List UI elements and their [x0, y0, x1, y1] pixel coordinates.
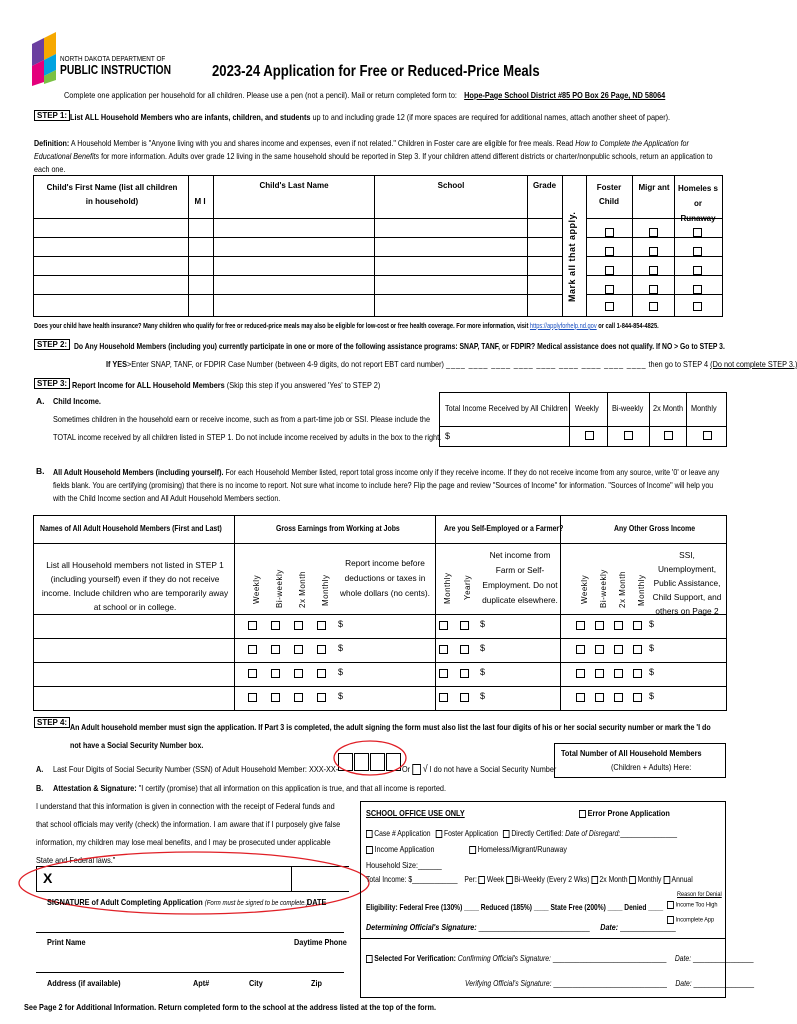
other-frequency-checkbox[interactable]	[595, 621, 604, 630]
office-row3: Household Size:______	[366, 860, 442, 870]
other-frequency-checkbox[interactable]	[595, 645, 604, 654]
col-mi: M I	[194, 197, 206, 206]
determining-label: Determining Official's Signature:	[366, 922, 477, 932]
other-frequency-checkbox[interactable]	[633, 693, 642, 702]
per-week: Week	[486, 874, 505, 884]
step4a-label: A.	[36, 764, 44, 774]
determining-row: Determining Official's Signature: ____________________________ Date: ______________	[366, 922, 676, 932]
step3-label: STEP 3:	[34, 378, 70, 389]
foster-checkbox[interactable]	[605, 302, 614, 311]
gross-frequency-checkbox[interactable]	[271, 621, 280, 630]
health-note-text: Does your child have health insurance? Many children who qualify for free or reduced-price meals may also be eligible for low-cost or free health coverage. For more information, visit	[34, 321, 529, 330]
self-amount-field[interactable]: $	[480, 667, 486, 677]
rot-other-biweekly: Bi-weekly	[599, 569, 608, 608]
too-high-label: Income Too High	[675, 901, 718, 909]
homeless-app-checkbox[interactable]	[469, 846, 476, 854]
per-biweekly-checkbox[interactable]	[506, 876, 513, 884]
other-frequency-checkbox[interactable]	[576, 693, 585, 702]
freq-biweekly: Bi-weekly	[612, 403, 644, 413]
office-row1: Case # Application Foster Application Directly Certified: Date of Disregard:_______________	[366, 828, 677, 838]
gross-frequency-checkbox[interactable]	[294, 669, 303, 678]
other-amount-field[interactable]: $	[649, 667, 655, 677]
self-amount-field[interactable]: $	[480, 691, 486, 701]
foster-app-label: Foster Application	[443, 828, 499, 838]
self-frequency-checkbox[interactable]	[460, 621, 469, 630]
gross-frequency-checkbox[interactable]	[317, 693, 326, 702]
per-annual: Annual	[671, 874, 693, 884]
step3a-text1: Sometimes children in the household earn or receive income, such as from a part-time job or SSI. Please include the	[53, 414, 431, 424]
case-app-label: Case # Application	[374, 828, 431, 838]
health-link[interactable]: https://applyforhelp.nd.gov	[529, 321, 597, 330]
other-frequency-checkbox[interactable]	[595, 669, 604, 678]
address-label: Address (if available)	[47, 978, 121, 988]
self-frequency-checkbox[interactable]	[460, 693, 469, 702]
migrant-checkbox[interactable]	[649, 302, 658, 311]
definition-label: Definition:	[34, 138, 70, 148]
gross-amount-field[interactable]: $	[338, 643, 344, 653]
self-frequency-checkbox[interactable]	[460, 645, 469, 654]
definition-text: A Household Member is "Anyone living with you and shares income and expenses, even if not related." Children in Foster care are eligible for free meals. Read	[70, 138, 574, 148]
foster-checkbox[interactable]	[605, 285, 614, 294]
col-migrant: Migr ant	[638, 183, 670, 192]
step2-if-yes	[106, 359, 797, 369]
children-table	[33, 175, 723, 317]
case-app-checkbox[interactable]	[366, 830, 373, 838]
step3a-text2: TOTAL income received by all children listed in STEP 1. Do not include income received by adults in the box to the right.	[53, 432, 442, 442]
checkmark-icon: √	[422, 764, 428, 775]
step4b-label: B.	[36, 783, 44, 793]
verifying-row: Verifying Official's Signature: ______________________________ Date: ________________	[465, 978, 755, 988]
intro-text: Complete one application per household for all children. Please use a pen (not a pencil). Mail or return completed form to:	[64, 90, 457, 100]
col-grade: Grade	[532, 181, 557, 190]
child-income-dollar[interactable]: $	[445, 431, 451, 441]
other-amount-field[interactable]: $	[649, 643, 655, 653]
mark-all-label: Mark all that apply.	[567, 211, 577, 302]
gross-frequency-checkbox[interactable]	[317, 645, 326, 654]
office-row4: Total Income: $____________ Per: Week Bi-Weekly (Every 2 Wks) 2x Month Monthly Annual	[366, 874, 693, 884]
ssn-circle-annotation	[330, 738, 410, 778]
per-monthly: Monthly	[637, 874, 662, 884]
2xmonth-checkbox[interactable]	[664, 431, 673, 440]
gross-amount-field[interactable]: $	[338, 691, 344, 701]
other-frequency-checkbox[interactable]	[576, 645, 585, 654]
step3b-heading: All Adult Household Members (including yourself).	[53, 467, 224, 477]
self-frequency-checkbox[interactable]	[439, 621, 448, 630]
other-frequency-checkbox[interactable]	[614, 693, 623, 702]
eligibility-label: Eligibility: Federal Free (130%)	[366, 902, 463, 912]
gross-amount-field[interactable]: $	[338, 667, 344, 677]
gross-frequency-checkbox[interactable]	[317, 669, 326, 678]
logo	[30, 30, 170, 90]
homeless-checkbox[interactable]	[693, 302, 702, 311]
rot-biweekly: Bi-weekly	[275, 569, 284, 608]
signature-label: SIGNATURE of Adult Completing Application	[47, 897, 203, 907]
signature-x: X	[43, 870, 53, 886]
error-prone-label: Error Prone Application	[587, 808, 670, 818]
step3a-heading: Child Income.	[53, 396, 101, 406]
other-frequency-checkbox[interactable]	[614, 669, 623, 678]
self-frequency-checkbox[interactable]	[439, 693, 448, 702]
date-label: DATE	[307, 897, 327, 907]
gross-frequency-checkbox[interactable]	[248, 669, 257, 678]
then-step4: then go to STEP 4	[648, 359, 709, 369]
homeless-checkbox[interactable]	[693, 285, 702, 294]
other-frequency-checkbox[interactable]	[595, 693, 604, 702]
total-members-label: Total Number of All Household Members	[561, 748, 702, 758]
too-high-checkbox[interactable]	[667, 901, 674, 909]
intro-line	[64, 90, 665, 100]
rot-2xmonth: 2x Month	[298, 571, 307, 608]
step4a-text: Last Four Digits of Social Security Number (SSN) of Adult Household Member: XXX-XX-	[53, 764, 339, 774]
confirming-label: Confirming Official's Signature:	[457, 953, 551, 963]
other-frequency-checkbox[interactable]	[633, 645, 642, 654]
reason-denial-label: Reason for Denial	[677, 891, 722, 898]
step3b-label: B.	[36, 466, 45, 476]
selected-label: Selected For Verification:	[374, 953, 456, 963]
if-yes-label: If YES	[106, 359, 128, 369]
rot-other-2xmonth: 2x Month	[618, 571, 627, 608]
step3b-text	[53, 466, 721, 505]
eligibility-row: Eligibility: Federal Free (130%) ____ Reduced (185%) ____ State Free (200%) ____ Denied ____	[366, 902, 664, 912]
income-app-checkbox[interactable]	[366, 846, 373, 854]
step3-heading-bold: Report Income for ALL Household Members	[72, 380, 225, 390]
step1-heading	[70, 112, 670, 122]
verifying-date: Date:	[675, 978, 692, 988]
other-hint: SSI, Unemployment, Public Assistance, Child Support, and others on Page 2	[652, 550, 722, 616]
other-frequency-checkbox[interactable]	[633, 669, 642, 678]
signature-label-line	[47, 897, 308, 907]
ndpi-logo-icon	[30, 30, 60, 86]
migrant-checkbox[interactable]	[649, 247, 658, 256]
other-frequency-checkbox[interactable]	[576, 669, 585, 678]
certification-text: I understand that this information is given in connection with the receipt of Federal funds and that school officials may verify (check) the information. I am aware that if I purposely give false information, my children may lose meal benefits, and I may be prosecuted under applicable State and Federal laws."	[36, 801, 341, 865]
freq-weekly: Weekly	[575, 403, 599, 413]
selected-checkbox[interactable]	[366, 955, 373, 963]
print-name-label: Print Name	[47, 937, 86, 947]
rot-other-monthly: Monthly	[637, 574, 646, 606]
self-amount-field[interactable]: $	[480, 619, 486, 629]
health-phone: or call 1-844-854-4825.	[598, 321, 659, 330]
office-row2	[366, 844, 567, 854]
rot-monthly: Monthly	[321, 574, 330, 606]
school-address: Hope-Page School District #85 PO Box 26 Page, ND 58064	[464, 90, 666, 100]
other-frequency-checkbox[interactable]	[614, 621, 623, 630]
per-week-checkbox[interactable]	[479, 876, 486, 884]
step3-heading	[72, 380, 380, 390]
gross-frequency-checkbox[interactable]	[271, 669, 280, 678]
child-income-box	[439, 392, 727, 447]
error-prone-line	[579, 808, 670, 818]
if-yes-text: >Enter SNAP, TANF, or FDPIR Case Number (between 4-9 digits, do not report EBT card number)	[127, 359, 444, 369]
col-child-first: Child's First Name (list all children in household)	[46, 183, 178, 206]
attestation-heading: Attestation & Signature:	[53, 783, 137, 793]
gross-hint: Report income before deductions or taxes in whole dollars (no cents).	[340, 558, 430, 598]
step4-label: STEP 4:	[34, 717, 70, 728]
school-office-box	[360, 801, 755, 998]
per-monthly-checkbox[interactable]	[629, 876, 636, 884]
selected-row: Selected For Verification: Confirming Official's Signature: ______________________________ Date: ________________	[366, 953, 754, 963]
logo-line2: PUBLIC INSTRUCTION	[60, 63, 172, 77]
household-size-label: Household Size:	[366, 860, 418, 870]
signature-note: (Form must be signed to be complete.)	[204, 900, 309, 907]
freq-monthly: Monthly	[691, 403, 717, 413]
self-hint: Net income from Farm or Self-Employment. Do not duplicate elsewhere.	[482, 550, 558, 605]
step2-text: Do Any Household Members (including you) currently participate in one or more of the following assistance programs: SNAP, TANF, or FDPIR? Medical assistance does not qualify. If NO > Go to STEP 3.	[74, 341, 725, 351]
col-adult-names: Names of All Adult Household Members (First and Last)	[40, 524, 222, 533]
page-title: 2023-24 Application for Free or Reduced-Price Meals	[212, 63, 540, 80]
footer-note: See Page 2 for Additional Information. Return completed form to the school at the address listed at the top of the form.	[24, 1002, 436, 1012]
gross-frequency-checkbox[interactable]	[271, 693, 280, 702]
determining-date: Date:	[600, 922, 619, 932]
col-foster: Foster Child	[596, 183, 622, 206]
names-hint: List all Household members not listed in STEP 1 (including yourself) even if they do not receive income. Include children who are temporarily away at school or in college.	[41, 560, 229, 612]
foster-checkbox[interactable]	[605, 247, 614, 256]
self-frequency-checkbox[interactable]	[439, 645, 448, 654]
col-child-last: Child's Last Name	[259, 181, 329, 190]
denied-label: Denied	[624, 902, 647, 912]
self-frequency-checkbox[interactable]	[460, 669, 469, 678]
freq-2xmonth: 2x Month	[653, 403, 684, 413]
attestation-text: "I certify (promise) that all information on this application is true, and that all income is reported.	[138, 783, 447, 793]
or-label: Or	[402, 764, 411, 774]
col-gross-earnings: Gross Earnings from Working at Jobs	[276, 524, 400, 533]
definition-italic: How to Complete the Application for Educational Benefits	[34, 138, 689, 161]
weekly-checkbox[interactable]	[585, 431, 594, 440]
step1-heading-bold: List ALL Household Members who are infants, children, and students	[70, 112, 311, 122]
date-disregard-label: Date of Disregard:	[565, 828, 621, 838]
step1-definition	[34, 137, 723, 176]
zip-label: Zip	[311, 978, 322, 988]
gross-frequency-checkbox[interactable]	[294, 693, 303, 702]
too-high-line	[667, 901, 717, 909]
step3a-label: A.	[36, 396, 45, 406]
total-members-box	[554, 743, 726, 778]
no-ssn-label: I do not have a Social Security Number	[429, 764, 557, 774]
step4b-text-line	[53, 783, 446, 793]
monthly-checkbox[interactable]	[703, 431, 712, 440]
migrant-checkbox[interactable]	[649, 285, 658, 294]
gross-frequency-checkbox[interactable]	[248, 645, 257, 654]
other-amount-field[interactable]: $	[649, 619, 655, 629]
self-amount-field[interactable]: $	[480, 643, 486, 653]
other-frequency-checkbox[interactable]	[614, 645, 623, 654]
gross-frequency-checkbox[interactable]	[317, 621, 326, 630]
health-note	[34, 321, 659, 330]
income-app-label: Income Application	[374, 844, 435, 854]
gross-frequency-checkbox[interactable]	[294, 645, 303, 654]
gross-amount-field[interactable]: $	[338, 619, 344, 629]
then-paren: (Do not complete STEP 3.)	[710, 359, 797, 369]
direct-cert-checkbox[interactable]	[503, 830, 510, 838]
signature-circle-annotation	[14, 848, 374, 918]
gross-frequency-checkbox[interactable]	[294, 621, 303, 630]
logo-line1: NORTH DAKOTA DEPARTMENT OF	[60, 54, 166, 63]
biweekly-checkbox[interactable]	[624, 431, 633, 440]
adult-income-rows	[33, 615, 725, 711]
per-annual-checkbox[interactable]	[663, 876, 670, 884]
homeless-checkbox[interactable]	[693, 266, 702, 275]
per-2xmonth: 2x Month	[599, 874, 628, 884]
direct-cert-label: Directly Certified:	[511, 828, 564, 838]
city-label: City	[249, 978, 263, 988]
case-number-field[interactable]: ____ ____ ____ ____ ____ ____ ____ ____ ____	[446, 359, 647, 369]
foster-app-checkbox[interactable]	[436, 830, 443, 838]
reduced-label: Reduced (185%)	[480, 902, 533, 912]
migrant-checkbox[interactable]	[649, 228, 658, 237]
other-frequency-checkbox[interactable]	[576, 621, 585, 630]
office-heading: SCHOOL OFFICE USE ONLY	[366, 808, 465, 818]
step2-label: STEP 2:	[34, 339, 70, 350]
other-amount-field[interactable]: $	[649, 691, 655, 701]
foster-checkbox[interactable]	[605, 228, 614, 237]
incomplete-label: Incomplete App	[675, 916, 715, 924]
state-free-label: State Free (200%)	[550, 902, 606, 912]
rot-self-yearly: Yearly	[463, 575, 472, 600]
ssn-or	[402, 764, 556, 775]
confirming-date: Date:	[674, 953, 692, 963]
col-school: School	[437, 181, 465, 190]
daytime-phone-label: Daytime Phone	[294, 937, 347, 947]
homeless-checkbox[interactable]	[693, 247, 702, 256]
foster-checkbox[interactable]	[605, 266, 614, 275]
total-income-office-label: Total Income: $	[366, 874, 413, 884]
per-biweekly: Bi-Weekly (Every 2 Wks)	[514, 874, 590, 884]
error-prone-checkbox[interactable]	[579, 810, 586, 818]
gross-frequency-checkbox[interactable]	[271, 645, 280, 654]
apt-label: Apt#	[193, 978, 210, 988]
rot-self-monthly: Monthly	[443, 572, 452, 604]
step3-heading-rest: (Skip this step if you answered 'Yes' to STEP 2)	[226, 380, 381, 390]
homeless-app-label: Homeless/Migrant/Runaway	[477, 844, 568, 854]
col-self-employed: Are you Self-Employed or a Farmer?	[444, 524, 564, 533]
homeless-checkbox[interactable]	[693, 228, 702, 237]
no-ssn-checkbox[interactable]	[412, 764, 421, 775]
self-frequency-checkbox[interactable]	[439, 669, 448, 678]
step1-label: STEP 1:	[34, 110, 70, 121]
total-income-label: Total Income Received by All Children	[445, 403, 568, 413]
gross-frequency-checkbox[interactable]	[248, 693, 257, 702]
step3b-body: For each Household Member listed, report total gross income only if they receive income. If they do not receive income from any source, write '0' or leave any fields blank. You are certifying (promising) that there is no income to report. Not sure what income to include here? Flip the page and review "Sources of Income" for information. "Sources of Income" will help you with the Child Income section and All Adult Household Members section.	[53, 467, 720, 503]
step1-heading-rest: up to and including grade 12 (if more spaces are required for additional names, attach another sheet of paper).	[312, 112, 671, 122]
verifying-label: Verifying Official's Signature:	[465, 978, 552, 988]
col-homeless: Homeles s or Runaway	[677, 184, 719, 223]
step4-text: An Adult household member must sign the application. If Part 3 is completed, the adult signing the form must also list the last four digits of his or her social security number or mark the 'I do not have a Social Security Number box.	[70, 722, 711, 750]
rot-weekly: Weekly	[252, 574, 261, 604]
other-frequency-checkbox[interactable]	[633, 621, 642, 630]
col-other-income: Any Other Gross Income	[614, 524, 696, 533]
per-2xmonth-checkbox[interactable]	[591, 876, 598, 884]
definition-rest: for more information. Adults over grade 12 living in the same household should be reported in Step 3. If your children attend different districts or charter/nonpublic schools, return an application to each one.	[34, 151, 713, 174]
total-members-sub: (Children + Adults) Here:	[611, 762, 692, 772]
gross-frequency-checkbox[interactable]	[248, 621, 257, 630]
migrant-checkbox[interactable]	[649, 266, 658, 275]
rot-other-weekly: Weekly	[580, 574, 589, 604]
per-label: Per:	[464, 874, 477, 884]
